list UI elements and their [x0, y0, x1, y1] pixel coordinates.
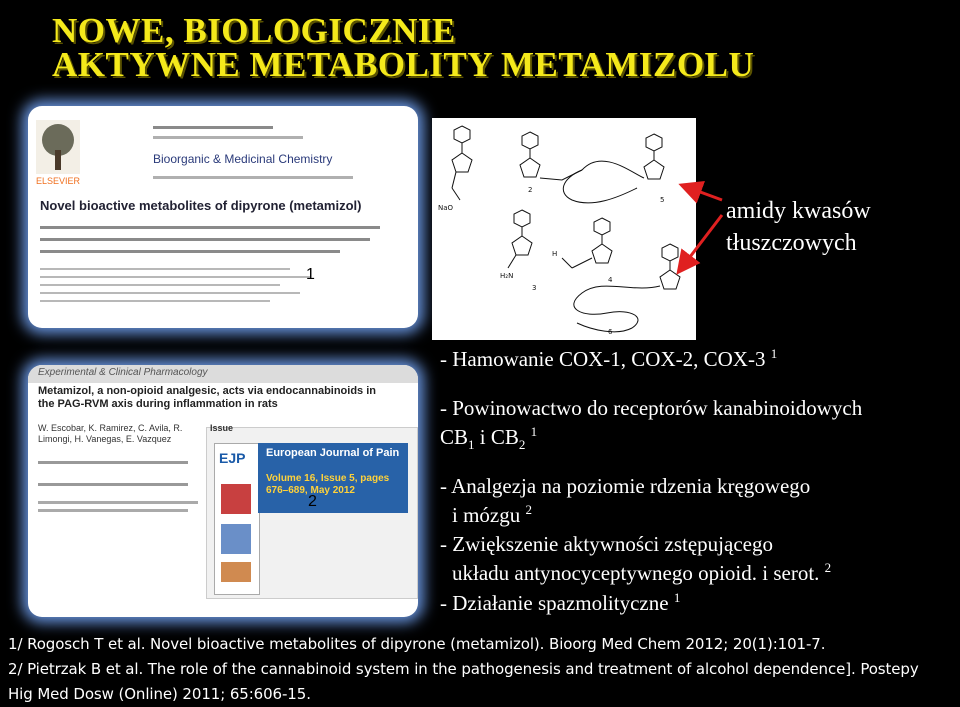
- author-line: [40, 250, 340, 253]
- slide-title: [52, 11, 755, 84]
- author-line: [40, 238, 370, 241]
- svg-text:5: 5: [660, 196, 665, 204]
- subscript: 1: [468, 437, 475, 453]
- svg-text:4: 4: [608, 276, 613, 284]
- bullet-cox: [440, 346, 777, 372]
- affil-line: [40, 276, 310, 278]
- bullet-text: i mózgu: [452, 503, 521, 527]
- reference-1: 1/ Rogosch T et al. Novel bioactive metabolites of dipyrone (metamizol). Bioorg Med Chem 2012; 20(1):101-7.: [8, 635, 826, 653]
- meta-line: [38, 483, 188, 486]
- metabolite-structures-diagram: [432, 118, 696, 340]
- journal-name: Bioorganic & Medicinal Chemistry: [153, 152, 333, 166]
- bullet-spasmolytic: [440, 590, 680, 616]
- paper-authors: W. Escobar, K. Ramirez, C. Avila, R. Limongi, H. Vanegas, E. Vazquez: [38, 423, 183, 444]
- journal-volume: Volume 16, Issue 5, pages 676–689, May 2012: [266, 473, 390, 496]
- paper-card-2: [28, 365, 418, 617]
- cover-image: [221, 484, 251, 514]
- section-band: [28, 365, 418, 383]
- cover-image: [221, 524, 251, 554]
- subscript: 2: [518, 437, 526, 453]
- ref-sup: 1: [770, 346, 778, 361]
- chemical-structures-panel: [432, 118, 696, 340]
- meta-line: [38, 501, 198, 504]
- issue-label: Issue: [210, 423, 234, 433]
- bullet-text: i CB: [474, 425, 519, 449]
- affil-line: [40, 300, 270, 302]
- bullet-descending: [440, 532, 773, 557]
- svg-text:6: 6: [608, 328, 613, 336]
- figure-number-1: 1: [306, 266, 315, 283]
- bullet-text: - Analgezja na poziomie rdzenia kręgowego: [440, 474, 811, 498]
- journal-cover: [214, 443, 260, 595]
- label-line-2: tłuszczowych: [726, 230, 857, 256]
- ref-sup: 1: [673, 590, 681, 605]
- svg-text:2: 2: [528, 186, 533, 194]
- svg-text:NaO: NaO: [438, 204, 454, 212]
- elsevier-tree-icon: [36, 120, 80, 174]
- cover-image: [221, 562, 251, 582]
- bullet-text: - Hamowanie COX-1, COX-2, COX-3: [440, 347, 766, 371]
- fatty-acid-amides-label: [726, 195, 871, 259]
- meta-line: [38, 461, 188, 464]
- bullet-analgesia-line2: [452, 502, 532, 528]
- affil-line: [40, 284, 280, 286]
- meta-line: [38, 509, 188, 512]
- paper-card-1: [28, 106, 418, 328]
- section-label: Experimental & Clinical Pharmacology: [38, 367, 208, 378]
- reference-2-line-2: Hig Med Dosw (Online) 2011; 65:606-15.: [8, 685, 311, 703]
- decor-line: [153, 126, 273, 129]
- figure-number-2: 2: [308, 493, 317, 510]
- reference-2-line-1: 2/ Pietrzak B et al. The role of the cannabinoid system in the pathogenesis and treatment of alcohol dependence]. Postepy: [8, 660, 919, 678]
- title-line-1: NOWE, BIOLOGICZNIE: [52, 11, 456, 50]
- journal-band: [258, 443, 408, 513]
- ref-sup: 2: [525, 502, 532, 517]
- title-line-2: AKTYWNE METABOLITY METAMIZOLU: [52, 45, 755, 84]
- bullet-cb-line2: [440, 424, 537, 453]
- ref-sup: 1: [530, 424, 538, 439]
- paper-headline: Metamizol, a non-opioid analgesic, acts via endocannabinoids in the PAG-RVM axis during inflammation in rats: [38, 385, 377, 410]
- bullet-text: - Powinowactwo do receptorów kanabinoidowych: [440, 396, 863, 420]
- decor-line: [153, 136, 303, 139]
- affil-line: [40, 292, 300, 294]
- bullet-cb-affinity: [440, 396, 862, 421]
- svg-text:H: H: [552, 250, 558, 258]
- decor-line: [153, 176, 353, 179]
- label-line-1: amidy kwasów: [726, 198, 871, 224]
- references: [8, 632, 960, 707]
- author-line: [40, 226, 380, 229]
- svg-text:H₂N: H₂N: [500, 272, 514, 280]
- ejp-logo: EJP: [219, 450, 246, 466]
- affil-line: [40, 268, 290, 270]
- bullet-text: CB: [440, 425, 469, 449]
- bullet-analgesia: [440, 474, 810, 499]
- ref-sup: 2: [824, 560, 832, 575]
- publisher-logo: ELSEVIER: [36, 176, 81, 186]
- bullet-descending-line2: [452, 560, 831, 586]
- bullet-text: układu antynocyceptywnego opioid. i serot.: [452, 561, 820, 585]
- bullet-text: - Zwiększenie aktywności zstępującego: [440, 532, 773, 556]
- journal-name: European Journal of Pain: [266, 447, 400, 459]
- svg-text:3: 3: [532, 284, 537, 292]
- bullet-text: - Działanie spazmolityczne: [440, 591, 669, 615]
- paper-headline: Novel bioactive metabolites of dipyrone (metamizol): [40, 198, 362, 213]
